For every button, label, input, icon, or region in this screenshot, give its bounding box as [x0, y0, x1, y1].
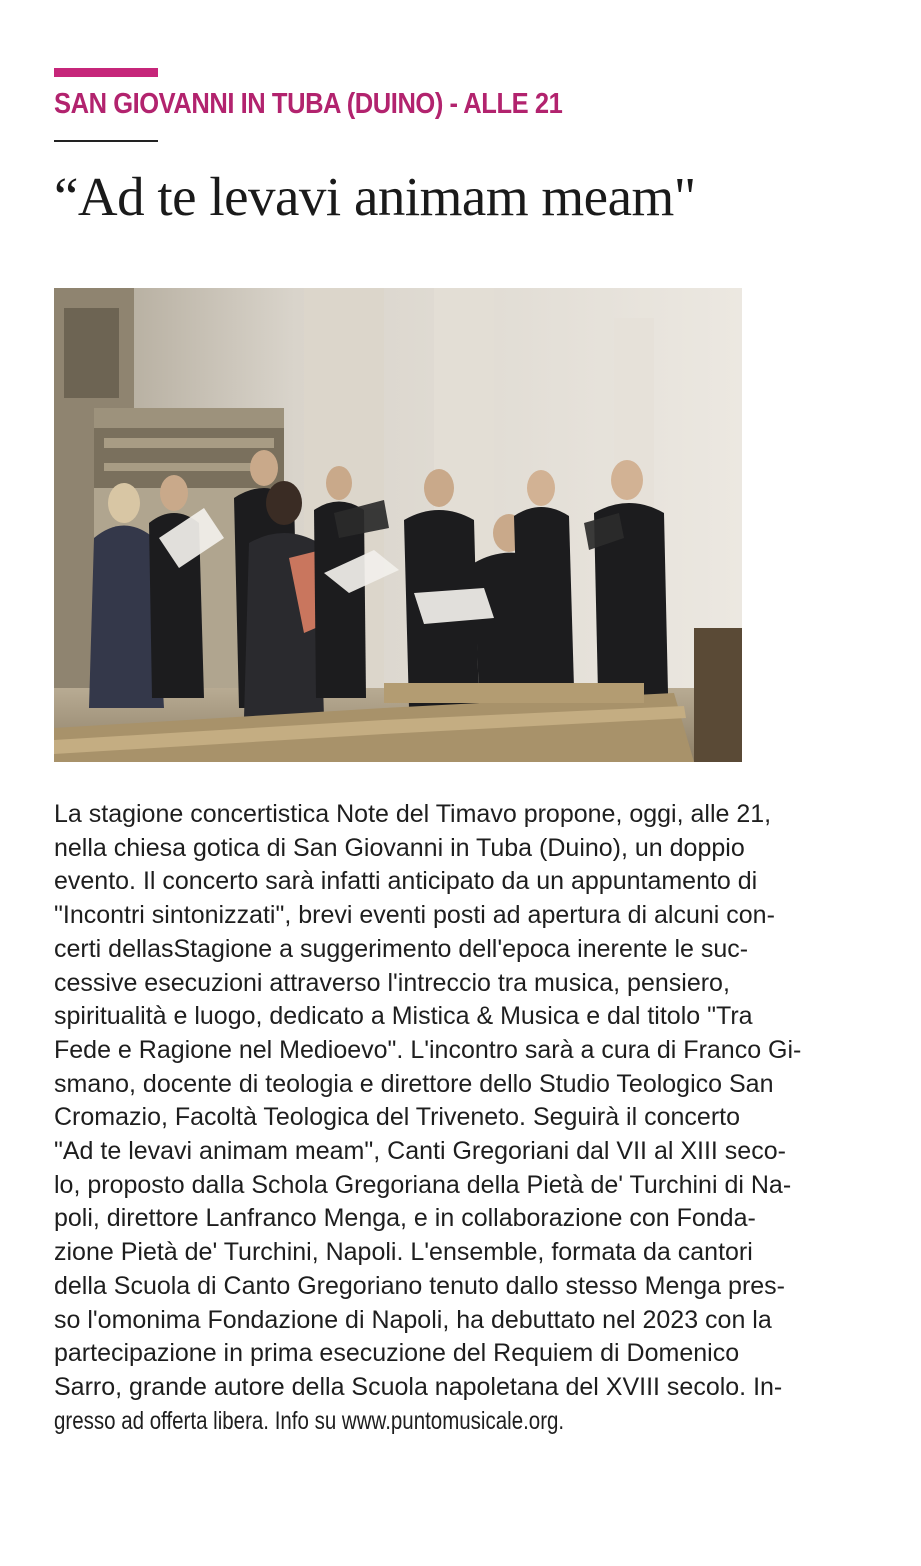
article-body — [54, 798, 886, 1438]
article-body-line: nella chiesa gotica di San Giovanni in Tuba (Duino), un doppio — [54, 833, 745, 862]
article-body-line: poli, direttore Lanfranco Menga, e in collaborazione con Fonda- — [54, 1204, 756, 1233]
article-kicker: SAN GIOVANNI IN TUBA (DUINO) - ALLE 21 — [54, 88, 563, 120]
article-body-line: cessive esecuzioni attraverso l'intreccio tra musica, pensiero, — [54, 968, 730, 997]
article-body-line: so l'omonima Fondazione di Napoli, ha debuttato nel 2023 con la — [54, 1305, 772, 1334]
article-body-line: Cromazio, Facoltà Teologica del Triveneto. Seguirà il concerto — [54, 1103, 740, 1132]
article-body-line: smano, docente di teologia e direttore dello Studio Teologico San — [54, 1069, 774, 1098]
article-body-line: "Ad te levavi animam meam", Canti Gregoriani dal VII al XIII seco- — [54, 1137, 786, 1166]
article-body-line: evento. Il concerto sarà infatti anticipato da un appuntamento di — [54, 867, 758, 896]
article-body-line: certi dellasStagione a suggerimento dell'epoca inerente le suc- — [54, 934, 749, 963]
kicker-divider — [54, 140, 158, 142]
article-body-line: partecipazione in prima esecuzione del Requiem di Domenico — [54, 1339, 740, 1368]
accent-rule — [54, 68, 158, 77]
article-body-line: "Incontri sintonizzati", brevi eventi posti ad apertura di alcuni con- — [54, 901, 775, 930]
article-body-line: della Scuola di Canto Gregoriano tenuto dallo stesso Menga pres- — [54, 1271, 785, 1300]
article-body-line: La stagione concertistica Note del Timavo propone, oggi, alle 21, — [54, 800, 772, 828]
article-body-line: gresso ad offerta libera. Info su www.puntomusicale.org. — [54, 1406, 565, 1435]
article-body-line: zione Pietà de' Turchini, Napoli. L'ensemble, formata da cantori — [54, 1238, 753, 1267]
article-body-line: Fede e Ragione nel Medioevo". L'incontro sarà a cura di Franco Gi- — [54, 1035, 802, 1064]
article-body-line: spiritualità e luogo, dedicato a Mistica & Musica e dal titolo "Tra — [54, 1002, 753, 1031]
article-headline: “Ad te levavi animam meam" — [54, 166, 696, 227]
article-body-line: lo, proposto dalla Schola Gregoriana della Pietà de' Turchini di Na- — [54, 1170, 792, 1199]
concert-photo — [54, 288, 742, 762]
article-body-line: Sarro, grande autore della Scuola napoletana del XVIII secolo. In- — [54, 1372, 783, 1401]
